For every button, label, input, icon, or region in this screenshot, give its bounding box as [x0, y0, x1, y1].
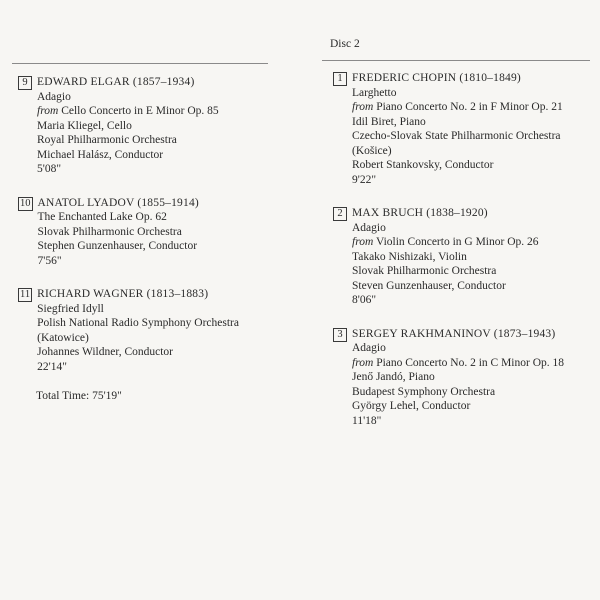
track-detail-line: [352, 221, 539, 236]
track-detail-line: [38, 225, 199, 240]
track-detail-line: [352, 100, 563, 115]
total-time: Total Time: 75'19": [36, 390, 122, 402]
track-number-box: 10: [20, 197, 31, 209]
detail-text: (Košice): [352, 144, 392, 157]
detail-text: 8'06": [352, 294, 377, 306]
track-detail-line: [37, 104, 219, 119]
track-detail-line: [352, 158, 563, 173]
track-detail-line: [352, 264, 539, 279]
detail-text: Robert Stankovsky, Conductor: [352, 159, 494, 171]
track-detail-line: [37, 133, 219, 148]
disc-label: Disc 2: [330, 38, 360, 50]
right-divider: [322, 60, 590, 61]
track-detail-line: [37, 360, 239, 375]
track-entry: [333, 206, 595, 308]
detail-text: Maria Kliegel, Cello: [37, 119, 132, 132]
track-detail-line: [352, 414, 564, 429]
composer-heading: RICHARD WAGNER (1813–1883): [37, 288, 209, 300]
track-detail-line: [37, 302, 239, 317]
track-number-box: 1: [333, 72, 347, 86]
detail-text: 5'08": [37, 163, 62, 175]
left-track-list: [18, 75, 273, 393]
track-detail-line: [352, 399, 564, 414]
detail-text: Piano Concerto No. 2 in F Minor Op. 21: [373, 101, 563, 113]
detail-text: Steven Gunzenhauser, Conductor: [352, 279, 506, 292]
track-detail-line: [352, 129, 563, 144]
composer-heading: ANATOL LYADOV (1855–1914): [37, 196, 199, 209]
detail-text: 9'22": [352, 173, 377, 186]
detail-text: The Enchanted Lake Op. 62: [37, 211, 167, 223]
track-entry: [18, 287, 273, 374]
from-prefix: from: [352, 236, 374, 248]
track-detail-line: [352, 115, 563, 130]
track-detail-line: [37, 119, 219, 134]
track-detail-line: [352, 385, 564, 400]
detail-text: Jenő Jandó, Piano: [352, 371, 435, 383]
track-detail-line: [37, 316, 239, 331]
detail-text: Czecho-Slovak State Philharmonic Orchestra: [352, 130, 561, 142]
track-detail-line: [352, 279, 539, 294]
detail-text: Polish National Radio Symphony Orchestra: [37, 317, 239, 329]
composer-heading: SERGEY RAKHMANINOV (1873–1943): [352, 327, 556, 340]
track-detail-line: [352, 144, 563, 159]
track-number-box: 9: [18, 76, 32, 90]
detail-text: Royal Philharmonic Orchestra: [37, 134, 177, 146]
detail-text: Adagio: [352, 221, 386, 234]
detail-text: György Lehel, Conductor: [352, 400, 471, 412]
track-detail-line: [37, 345, 239, 360]
composer-heading: EDWARD ELGAR (1857–1934): [37, 76, 195, 88]
from-prefix: from: [37, 105, 59, 117]
track-number-box: 2: [333, 207, 347, 221]
right-track-list: [333, 71, 595, 447]
detail-text: Stephen Gunzenhauser, Conductor: [37, 240, 198, 252]
track-details: [37, 287, 239, 374]
from-prefix: from: [352, 356, 374, 369]
track-details: [352, 327, 564, 429]
track-detail-line: [38, 239, 199, 254]
composer-heading: FREDERIC CHOPIN (1810–1849): [352, 72, 521, 84]
track-detail-line: [37, 148, 219, 163]
track-detail-line: [352, 356, 564, 371]
detail-text: Slovak Philharmonic Orchestra: [37, 225, 182, 238]
track-detail-line: [38, 210, 199, 225]
track-entry: [18, 196, 273, 269]
detail-text: Larghetto: [352, 86, 397, 99]
track-detail-line: [352, 235, 539, 250]
track-detail-line: [352, 341, 564, 356]
track-detail-line: [352, 370, 564, 385]
track-detail-line: [352, 250, 539, 265]
detail-text: Violin Concerto in G Minor Op. 26: [373, 236, 539, 248]
detail-text: Michael Halász, Conductor: [37, 148, 164, 161]
track-details: [352, 71, 563, 187]
track-details: [352, 206, 539, 308]
detail-text: Budapest Symphony Orchestra: [352, 385, 496, 398]
track-detail-line: [37, 90, 219, 105]
track-detail-line: [37, 331, 239, 346]
detail-text: Adagio: [352, 342, 386, 354]
detail-text: Slovak Philharmonic Orchestra: [352, 265, 497, 277]
track-number-box: 11: [20, 289, 31, 300]
track-details: [38, 196, 199, 269]
detail-text: 11'18": [352, 414, 382, 427]
left-divider: [12, 63, 268, 64]
composer-heading: MAX BRUCH (1838–1920): [352, 207, 488, 219]
track-detail-line: [352, 86, 563, 101]
detail-text: Takako Nishizaki, Violin: [352, 250, 467, 263]
track-detail-line: [38, 254, 199, 269]
detail-text: 7'56": [37, 254, 62, 267]
detail-text: Siegfried Idyll: [37, 302, 104, 315]
track-detail-line: [352, 293, 539, 308]
track-entry: [333, 327, 595, 429]
track-entry: [333, 71, 595, 187]
track-entry: [18, 75, 273, 177]
detail-text: Adagio: [37, 90, 71, 103]
track-detail-line: [352, 173, 563, 188]
track-details: [37, 75, 219, 177]
detail-text: 22'14": [37, 360, 67, 373]
from-prefix: from: [352, 101, 374, 113]
track-number-box: 3: [333, 328, 347, 342]
detail-text: Idil Biret, Piano: [352, 115, 426, 128]
detail-text: Johannes Wildner, Conductor: [37, 346, 174, 358]
track-detail-line: [37, 162, 219, 177]
detail-text: Piano Concerto No. 2 in C Minor Op. 18: [373, 356, 565, 369]
detail-text: (Katowice): [37, 331, 89, 344]
detail-text: Cello Concerto in E Minor Op. 85: [58, 105, 219, 117]
